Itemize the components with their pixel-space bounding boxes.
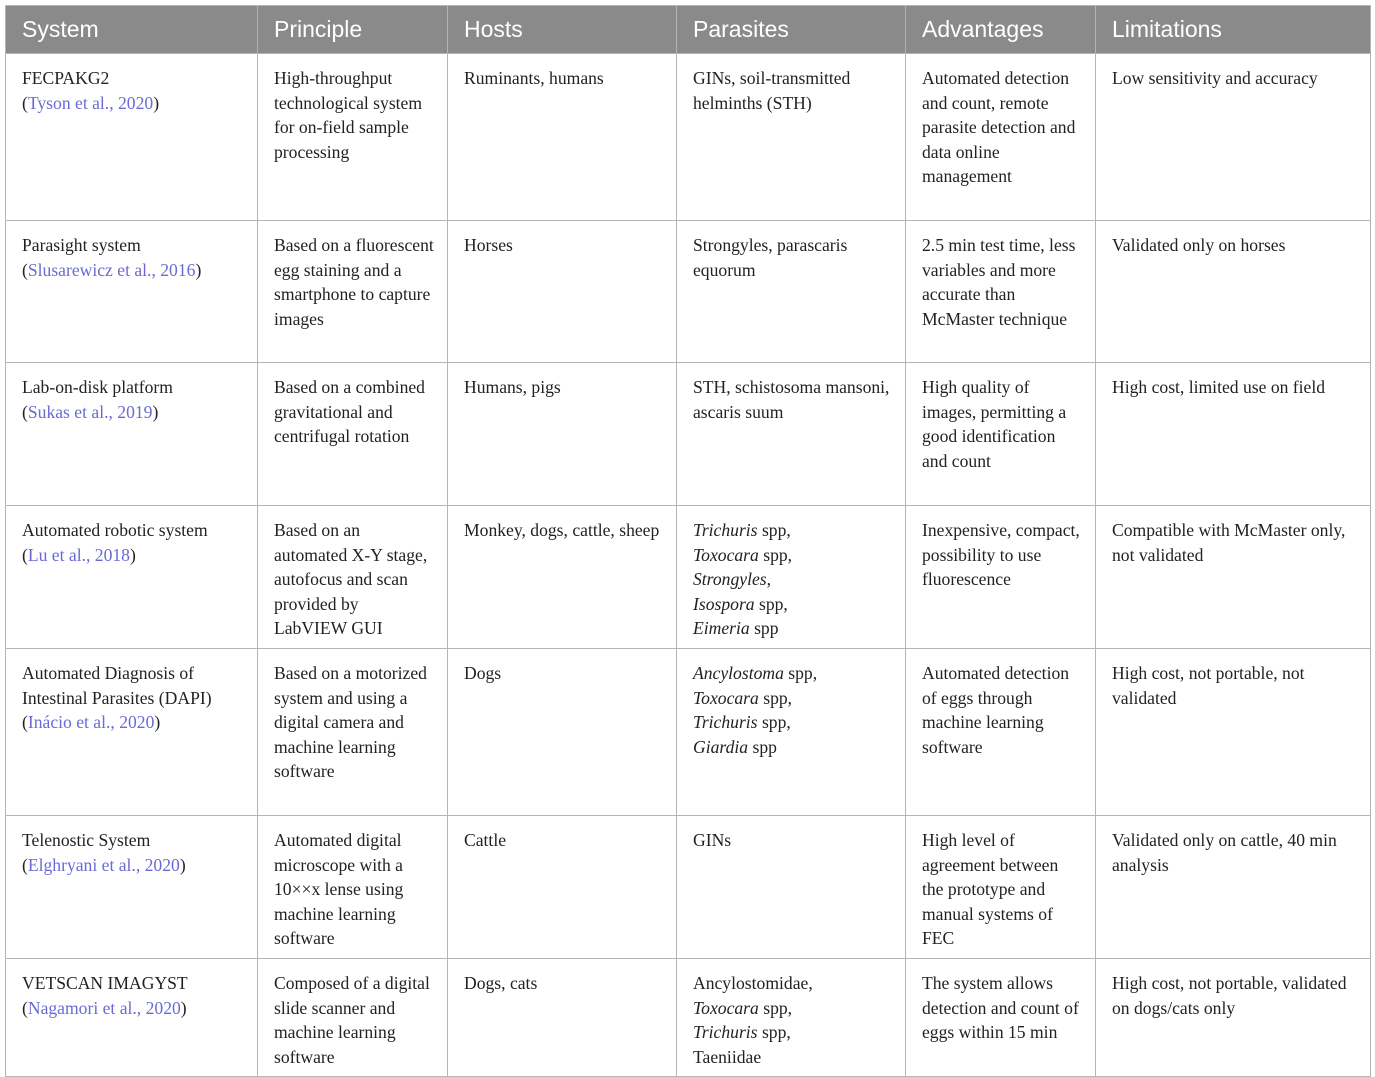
advantages-cell: Automated detection of eggs through machine learning software xyxy=(906,649,1096,816)
citation-link[interactable]: Inácio et al., 2020 xyxy=(27,712,155,733)
parasite-entry: Strongyles, xyxy=(693,569,772,590)
advantages-cell: High level of agreement between the prototype and manual systems of FEC xyxy=(906,816,1096,959)
header-hosts: Hosts xyxy=(448,6,677,54)
parasite-entry: Trichuris spp, xyxy=(693,712,791,733)
system-name: FECPAKG2 xyxy=(22,68,110,88)
parasite-entry: Toxocara spp, xyxy=(693,997,793,1018)
advantages-cell: Inexpensive, compact, possibility to use fluorescence xyxy=(906,506,1096,649)
hosts-cell: Ruminants, humans xyxy=(448,54,677,221)
system-name: Parasight system xyxy=(22,235,141,255)
system-name: Automated robotic system xyxy=(22,520,208,540)
parasite-entry: Toxocara spp, xyxy=(693,687,793,708)
principle-cell: Based on a fluorescent egg staining and a smartphone to capture images xyxy=(258,221,448,363)
system-cell: Automated robotic system (Lu et al., 2018) xyxy=(6,506,258,649)
parasites-cell: GINs, soil-transmitted helminths (STH) xyxy=(677,54,906,221)
table-row xyxy=(6,506,1371,649)
parasite-entry: Giardia spp xyxy=(693,736,777,757)
system-name: Automated Diagnosis of Intestinal Parasites (DAPI) xyxy=(22,663,212,708)
parasite-entry: Trichuris spp, xyxy=(693,520,791,540)
limitations-cell: Compatible with McMaster only, not validated xyxy=(1096,506,1371,649)
system-cell: Parasight system (Slusarewicz et al., 2016) xyxy=(6,221,258,363)
table-row xyxy=(6,649,1371,816)
parasites-cell xyxy=(677,506,906,649)
system-cell: Lab-on-disk platform (Sukas et al., 2019) xyxy=(6,363,258,506)
limitations-cell: High cost, not portable, not validated xyxy=(1096,649,1371,816)
hosts-cell: Cattle xyxy=(448,816,677,959)
parasites-cell: STH, schistosoma mansoni, ascaris suum xyxy=(677,363,906,506)
system-name: VETSCAN IMAGYST xyxy=(22,973,188,993)
parasite-entry: Toxocara spp, xyxy=(693,544,793,565)
table-row xyxy=(6,221,1371,363)
parasites-cell: GINs xyxy=(677,816,906,959)
system-name: Telenostic System xyxy=(22,830,151,850)
header-limitations: Limitations xyxy=(1096,6,1371,54)
header-parasites: Parasites xyxy=(677,6,906,54)
advantages-cell: 2.5 min test time, less variables and more accurate than McMaster technique xyxy=(906,221,1096,363)
citation-link[interactable]: Tyson et al., 2020 xyxy=(27,92,154,113)
hosts-cell: Monkey, dogs, cattle, sheep xyxy=(448,506,677,649)
header-row xyxy=(6,6,1371,54)
parasites-cell xyxy=(677,959,906,1077)
parasite-entry: Ancylostoma spp, xyxy=(693,663,818,683)
hosts-cell: Dogs xyxy=(448,649,677,816)
limitations-cell: Validated only on horses xyxy=(1096,221,1371,363)
parasites-cell: Strongyles, parascaris equorum xyxy=(677,221,906,363)
hosts-cell: Humans, pigs xyxy=(448,363,677,506)
header-advantages: Advantages xyxy=(906,6,1096,54)
advantages-cell: The system allows detection and count of eggs within 15 min xyxy=(906,959,1096,1077)
citation-link[interactable]: Nagamori et al., 2020 xyxy=(27,997,181,1018)
hosts-cell: Horses xyxy=(448,221,677,363)
system-cell: Telenostic System (Elghryani et al., 2020) xyxy=(6,816,258,959)
table-row xyxy=(6,54,1371,221)
parasite-entry: Taeniidae xyxy=(693,1046,762,1067)
principle-cell: Composed of a digital slide scanner and machine learning software xyxy=(258,959,448,1077)
system-name: Lab-on-disk platform xyxy=(22,377,173,397)
comparison-table xyxy=(5,5,1371,1077)
hosts-cell: Dogs, cats xyxy=(448,959,677,1077)
limitations-cell: High cost, not portable, validated on dogs/cats only xyxy=(1096,959,1371,1077)
system-cell: VETSCAN IMAGYST (Nagamori et al., 2020) xyxy=(6,959,258,1077)
limitations-cell: Validated only on cattle, 40 min analysis xyxy=(1096,816,1371,959)
parasite-entry: Eimeria spp xyxy=(693,618,779,639)
table-row xyxy=(6,363,1371,506)
principle-cell: Based on a motorized system and using a digital camera and machine learning software xyxy=(258,649,448,816)
system-cell: FECPAKG2 (Tyson et al., 2020) xyxy=(6,54,258,221)
citation-link[interactable]: Slusarewicz et al., 2016 xyxy=(27,259,196,280)
principle-cell: Based on an automated X-Y stage, autofocus and scan provided by LabVIEW GUI xyxy=(258,506,448,649)
header-principle: Principle xyxy=(258,6,448,54)
advantages-cell: High quality of images, permitting a good identification and count xyxy=(906,363,1096,506)
citation-link[interactable]: Elghryani et al., 2020 xyxy=(27,854,180,875)
principle-cell: Automated digital microscope with a 10××x lense using machine learning software xyxy=(258,816,448,959)
citation-link[interactable]: Sukas et al., 2019 xyxy=(27,401,153,422)
parasites-cell xyxy=(677,649,906,816)
table-row xyxy=(6,816,1371,959)
header-system: System xyxy=(6,6,258,54)
limitations-cell: High cost, limited use on field xyxy=(1096,363,1371,506)
parasite-entry: Isospora spp, xyxy=(693,593,788,614)
parasite-entry: Trichuris spp, xyxy=(693,1022,791,1043)
table-row xyxy=(6,959,1371,1077)
citation-link[interactable]: Lu et al., 2018 xyxy=(27,544,130,565)
parasite-entry: Ancylostomidae, xyxy=(693,973,813,993)
principle-cell: Based on a combined gravitational and centrifugal rotation xyxy=(258,363,448,506)
advantages-cell: Automated detection and count, remote parasite detection and data online management xyxy=(906,54,1096,221)
limitations-cell: Low sensitivity and accuracy xyxy=(1096,54,1371,221)
principle-cell: High-throughput technological system for on-field sample processing xyxy=(258,54,448,221)
system-cell: Automated Diagnosis of Intestinal Parasites (DAPI) (Inácio et al., 2020) xyxy=(6,649,258,816)
